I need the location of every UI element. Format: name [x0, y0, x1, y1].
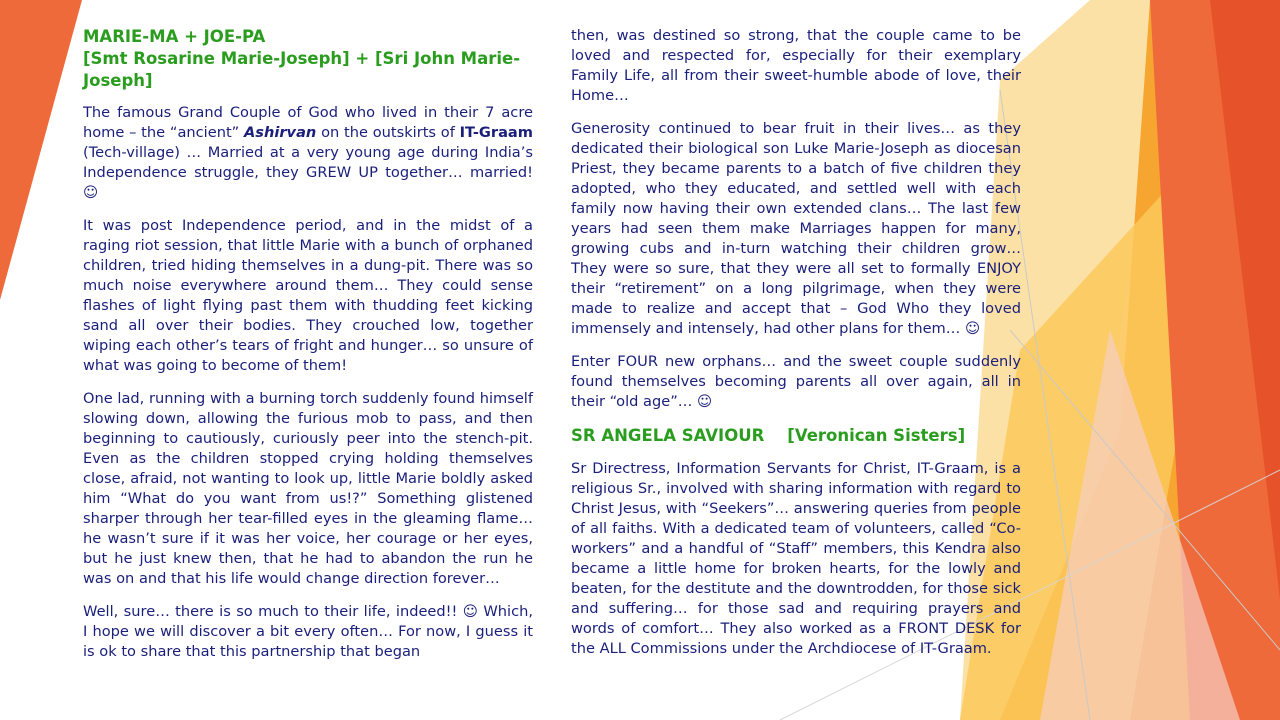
couple-heading: [83, 26, 533, 92]
right-paragraph-4: Sr Directress, Information Servants for Christ, IT-Graam, is a religious Sr., involved with sharing information with regard to Christ Jesus, with “Seekers”… answering queries from people of all faiths. With a dedicated team of volunteers, called “Co-workers” and a handful of “Staff” members, this Kendra also became a little home for broken hearts, for the lowly and beaten, for the destitute and the downtrodden, for those sick and suffering… for those sad and requiring prayers and words of comfort… They also worked as a FRONT DESK for the ALL Commissions under the Archdiocese of IT-Graam.: [571, 460, 1021, 657]
right-column: [571, 26, 1021, 672]
it-graam-text: IT-Graam: [459, 124, 533, 141]
left-p1-text-c: (Tech-village) … Married at a very young age during India’s Independence struggle, they GREW UP together… married! ☺: [83, 144, 533, 201]
left-column: [83, 26, 533, 675]
left-paragraph-1: [83, 103, 533, 203]
left-paragraph-4: Well, sure… there is so much to their life, indeed!! ☺ Which, I hope we will discover a bit every often… For now, I guess it is ok to share that this partnership that began: [83, 603, 533, 660]
left-paragraph-2: It was post Independence period, and in the midst of a raging riot session, that little Marie with a bunch of orphaned children, tried hiding themselves in a dung-pit. There was so much noise everywhere around them… They could sense flashes of light flying past them with thudding feet kicking sand all over their bodies. They crouched low, together wiping each other’s tears of fright and hunger… so unsure of what was going to become of them!: [83, 217, 533, 374]
left-paragraph-3: One lad, running with a burning torch suddenly found himself slowing down, allowing the furious mob to pass, and then beginning to cautiously, curiously peer into the stench-pit. Even as the children stopped crying holding themselves close, afraid, not wanting to look up, little Marie boldly asked him “What do you want from us!?” Something glistened sharper through her tear-filled eyes in the gleaming flame… he wasn’t sure if it was her voice, her courage or her eyes, but he just knew then, that he had to abandon the run he was on and that his life would change direction forever…: [83, 390, 533, 587]
left-p1-text-a: The famous Grand Couple of God who lived in their 7 acre home – the “ancient”: [83, 104, 533, 141]
ashirvan-text: Ashirvan: [243, 124, 317, 141]
couple-heading-line1: MARIE-MA + JOE-PA: [83, 27, 266, 46]
right-paragraph-2: Generosity continued to bear fruit in their lives… as they dedicated their biological son Luke Marie-Joseph as diocesan Priest, they became parents to a batch of five children they adopted, who they educated, and settled well with each family now having their own extended clans… The last few years had seen them make Marriages happen for many, growing cubs and in-turn watching their children grow… They were so sure, that they were all set to formally ENJOY their “retirement” on a long pilgrimage, when they were made to realize and accept that – God Who they loved immensely and intensely, had other plans for them… ☺: [571, 120, 1021, 337]
sister-heading: SR ANGELA SAVIOUR [Veronican Sisters]: [571, 426, 966, 445]
right-paragraph-3: Enter FOUR new orphans… and the sweet couple suddenly found themselves becoming parents all over again, all in their “old age”… ☺: [571, 353, 1021, 410]
left-p1-text-b: on the outskirts of: [316, 124, 460, 141]
left-orange-sliver: [0, 0, 82, 300]
couple-heading-line2: [Smt Rosarine Marie-Joseph] + [Sri John Marie-Joseph]: [83, 49, 521, 90]
right-paragraph-1: then, was destined so strong, that the couple came to be loved and respected for, especially for their exemplary Family Life, all from their sweet-humble abode of love, their Home…: [571, 27, 1021, 104]
